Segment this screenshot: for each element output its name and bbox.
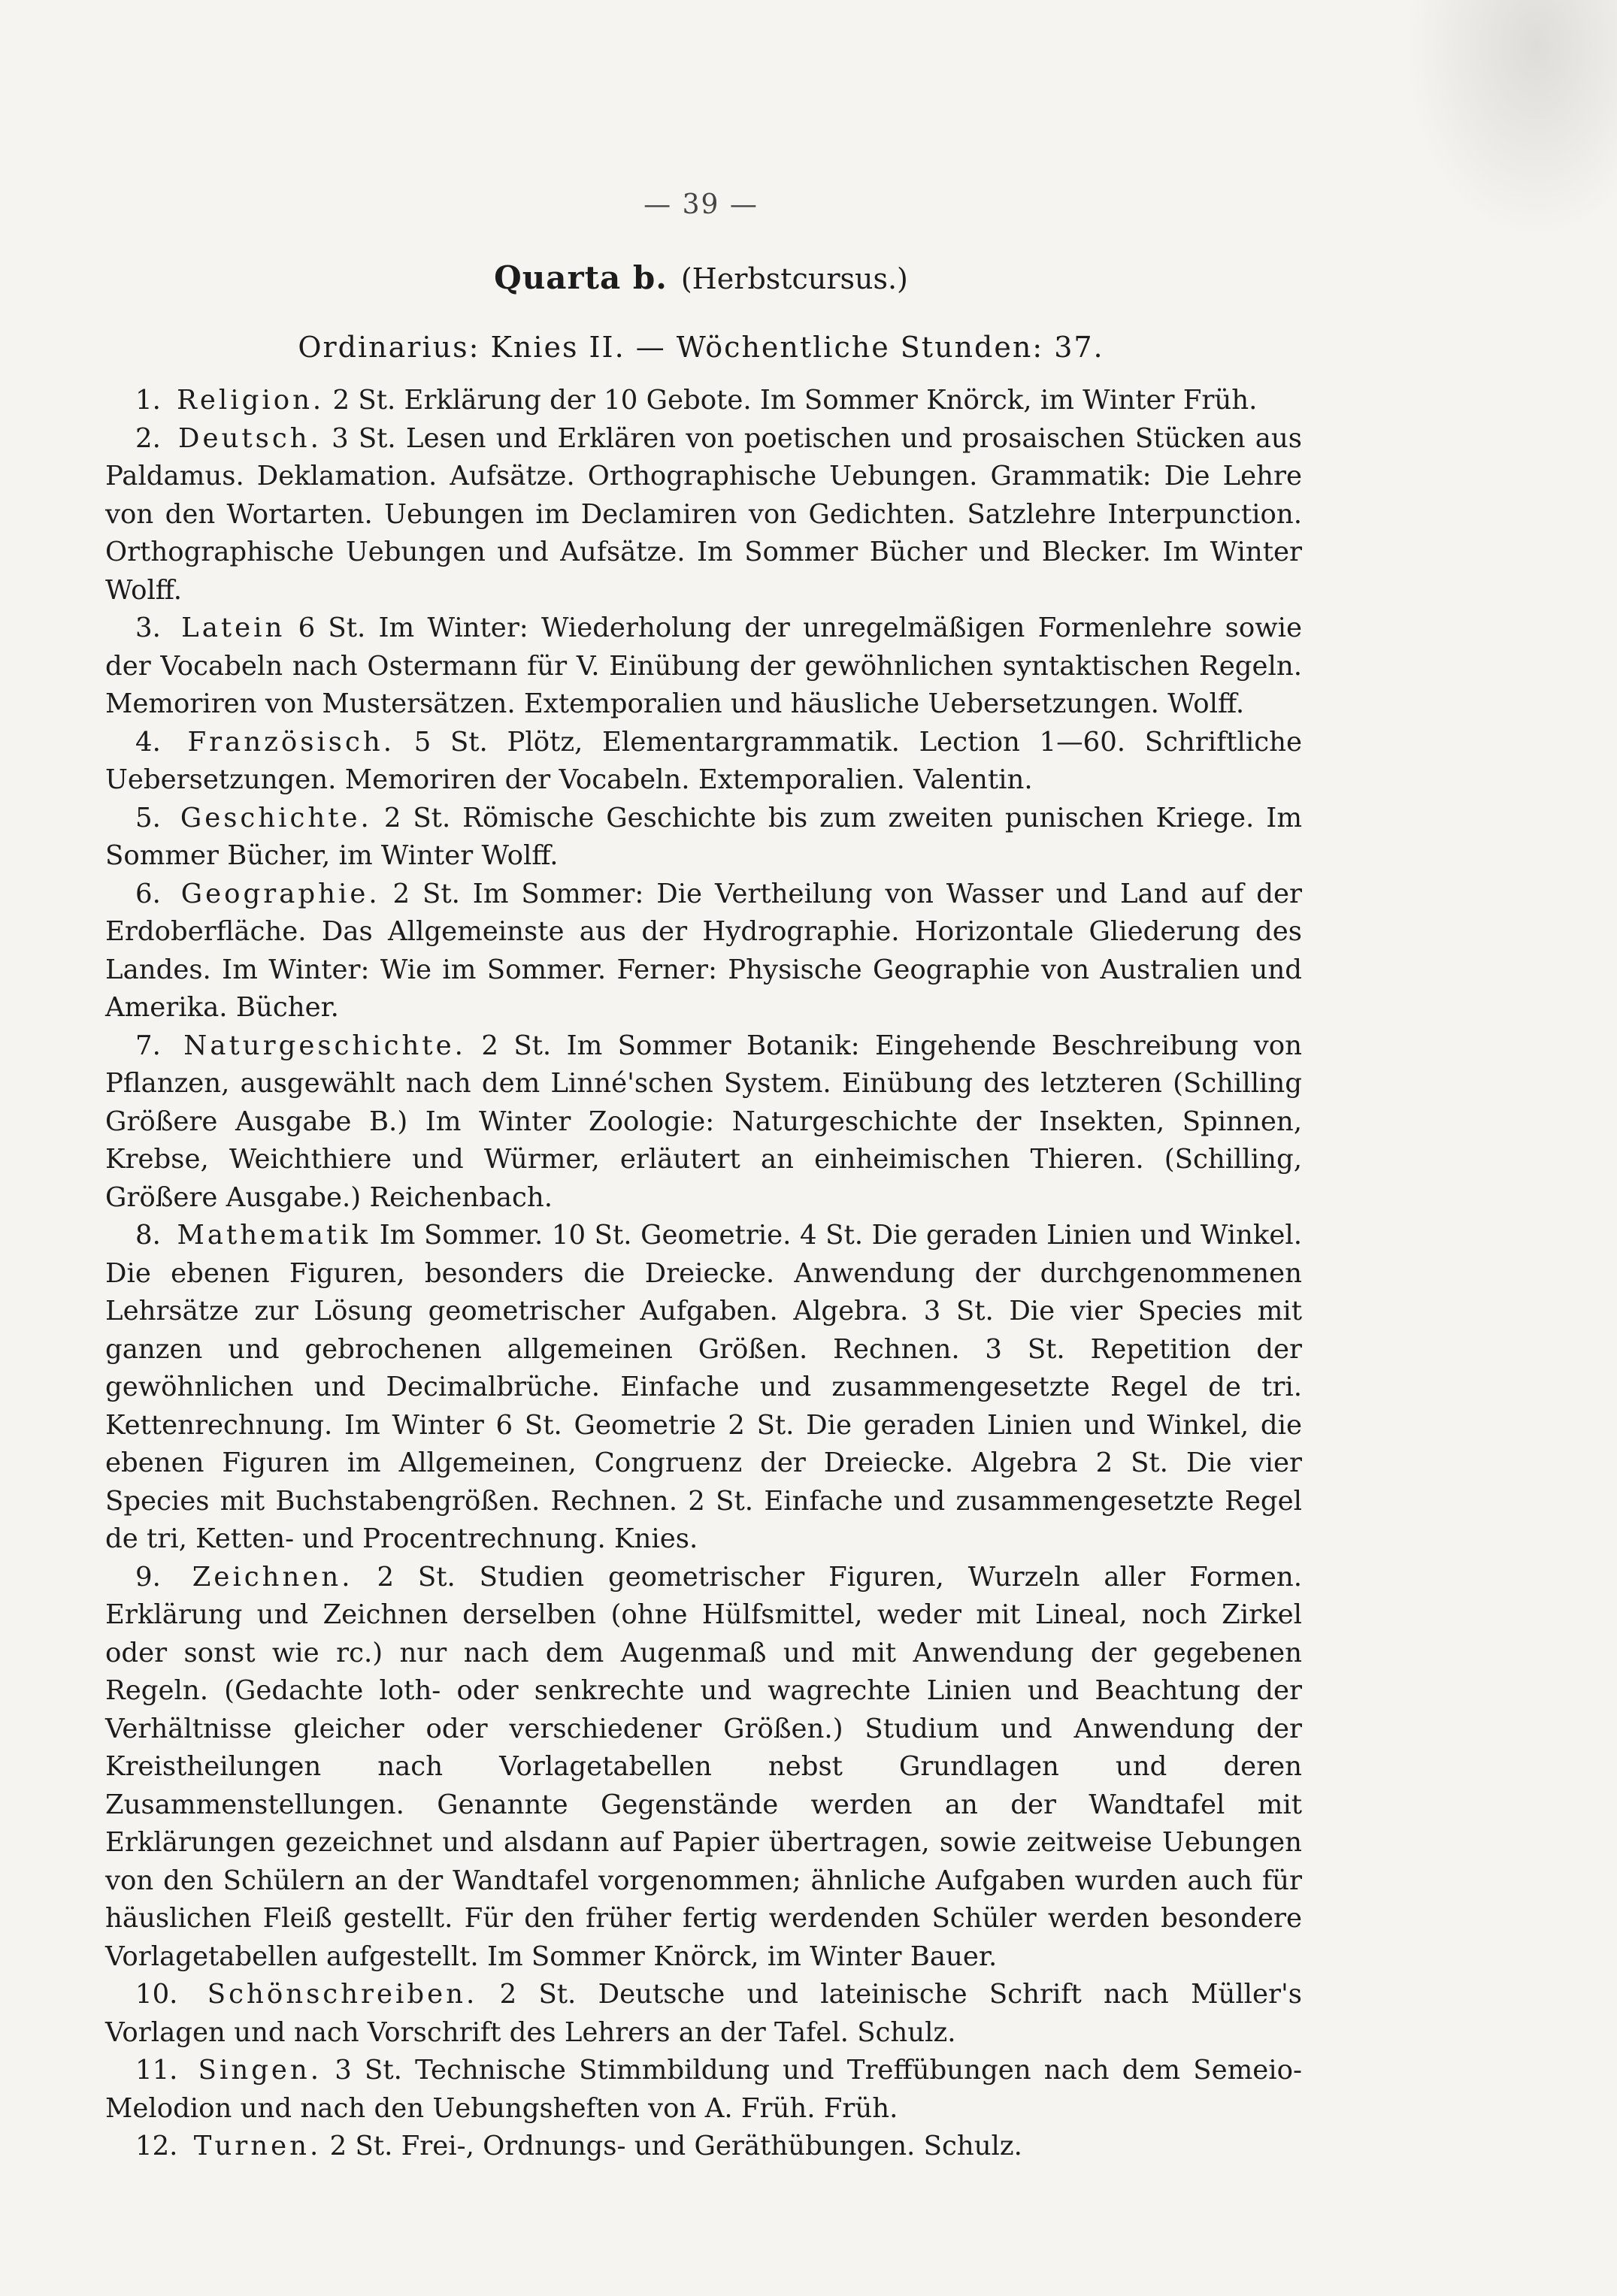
section-mathematik [105, 1217, 1302, 1559]
section-number: 10. [135, 1979, 178, 2010]
section-number: 5. [135, 802, 161, 833]
section-zeichnen [105, 1559, 1302, 1977]
section-subject: Geschichte. [180, 802, 372, 833]
section-text: 2 St. Römische Geschichte bis zum zweiten punischen Kriege. Im Sommer Bücher, im Winter Wolff. [105, 802, 1302, 871]
section-text: 2 St. Im Sommer Botanik: Eingehende Beschreibung von Pflanzen, ausgewählt nach dem Linné'schen System. Einübung des letzteren (Schilling Größere Ausgabe B.) Im Winter Zoologie: Naturgeschichte der Insekten, Spinnen, Krebse, Weichthiere und Würmer, erläutert an einheimischen Thieren. (Schilling, Größere Ausgabe.) Reichenbach. [105, 1030, 1302, 1213]
section-text: 2 St. Im Sommer: Die Vertheilung von Wasser und Land auf der Erdoberfläche. Das Allgemeinste aus der Hydrographie. Horizontale Gliederung des Landes. Im Winter: Wie im Sommer. Ferner: Physische Geographie von Australien und Amerika. Bücher. [105, 878, 1302, 1023]
section-text: Im Sommer. 10 St. Geometrie. 4 St. Die geraden Linien und Winkel. Die ebenen Figuren, besonders die Dreiecke. Anwendung der durchgenommenen Lehrsätze zur Lösung geometrischer Aufgaben. Algebra. 3 St. Die vier Species mit ganzen und gebrochenen allgemeinen Größen. Rechnen. 3 St. Repetition der gewöhnlichen und Decimalbrüche. Einfache und zusammengesetzte Regel de tri. Kettenrechnung. Im Winter 6 St. Geometrie 2 St. Die geraden Linien und Winkel, die ebenen Figuren im Allgemeinen, Congruenz der Dreiecke. Algebra 2 St. Die vier Species mit Buchstabengrößen. Rechnen. 2 St. Einfache und zusammengesetzte Regel de tri, Ketten- und Procentrechnung. Knies. [105, 1220, 1302, 1554]
section-subject: Singen. [198, 2055, 322, 2086]
heading-subtitle: (Herbstcursus.) [680, 262, 908, 295]
section-subject: Religion. [177, 385, 325, 416]
section-number: 4. [135, 726, 161, 758]
section-subject: Geographie. [180, 878, 380, 909]
section-text: 2 St. Frei-, Ordnungs- und Geräthübungen. Schulz. [329, 2131, 1022, 2161]
section-number: 9. [135, 1561, 161, 1593]
section-geographie [105, 876, 1302, 1027]
ordinarius-line: Ordinarius: Knies II. — Wöchentliche Stunden: 37. [298, 331, 1104, 364]
section-subject: Deutsch. [178, 422, 322, 454]
section-religion [105, 382, 1302, 420]
section-number: 7. [135, 1030, 161, 1061]
section-subject: Naturgeschichte. [183, 1030, 466, 1061]
class-heading [0, 259, 1402, 296]
section-naturgeschichte [105, 1027, 1302, 1218]
curriculum-body [105, 382, 1302, 2166]
section-number: 6. [135, 878, 161, 909]
section-text: 5 St. Plötz, Elementargrammatik. Lection 1—60. Schriftliche Uebersetzungen. Memoriren der Vocabeln. Extemporalien. Valentin. [105, 726, 1302, 795]
section-subject: Schönschreiben. [207, 1979, 478, 2010]
section-text: 3 St. Lesen und Erklären von poetischen und prosaischen Stücken aus Paldamus. Deklamation. Aufsätze. Orthographische Uebungen. Grammatik: Die Lehre von den Wortarten. Uebungen im Declamiren von Gedichten. Satzlehre Interpunction. Orthographische Uebungen und Aufsätze. Im Sommer Bücher und Blecker. Im Winter Wolff. [105, 422, 1302, 606]
section-text: 2 St. Erklärung der 10 Gebote. Im Sommer Knörck, im Winter Früh. [332, 385, 1258, 416]
section-number: 2. [135, 422, 161, 454]
heading-title: Quarta b. [494, 259, 668, 296]
section-subject: Französisch. [187, 726, 395, 758]
section-number: 12. [135, 2131, 178, 2161]
section-latein [105, 610, 1302, 724]
section-text: 6 St. Im Winter: Wiederholung der unregelmäßigen Formenlehre sowie der Vocabeln nach Ostermann für V. Einübung der gewöhnlichen syntaktischen Regeln. Memoriren von Mustersätzen. Extemporalien und häusliche Uebersetzungen. Wolff. [105, 613, 1302, 719]
section-subject: Latein [181, 613, 286, 643]
section-subject: Zeichnen. [192, 1561, 353, 1593]
section-subject: Turnen. [193, 2131, 322, 2161]
section-number: 8. [135, 1220, 161, 1251]
section-deutsch [105, 420, 1302, 610]
section-text: 2 St. Studien geometrischer Figuren, Wurzeln aller Formen. Erklärung und Zeichnen derselben (ohne Hülfsmittel, weder mit Lineal, noch Zirkel oder sonst wie rc.) nur nach dem Augenmaß und mit Anwendung der gegebenen Regeln. (Gedachte loth- oder senkrechte und wagrechte Linien und Beachtung der Verhältnisse gleicher oder verschiedener Größen.) Studium und Anwendung der Kreistheilungen nach Vorlagetabellen nebst Grundlagen und deren Zusammenstellungen. Genannte Gegenstände werden an der Wandtafel mit Erklärungen gezeichnet und alsdann auf Papier übertragen, sowie zeitweise Uebungen von den Schülern an der Wandtafel vorgenommen; ähnliche Aufgaben wurden auch für häuslichen Fleiß gestellt. Für den früher fertig werdenden Schüler werden besondere Vorlagetabellen aufgestellt. Im Sommer Knörck, im Winter Bauer. [105, 1561, 1302, 1972]
section-turnen [105, 2128, 1302, 2166]
section-number: 11. [135, 2055, 178, 2086]
section-geschichte [105, 800, 1302, 876]
section-schoenschreiben [105, 1976, 1302, 2052]
section-text: 3 St. Technische Stimmbildung und Treffübungen nach dem Semeio-Melodion und nach den Uebungsheften von A. Früh. Früh. [105, 2055, 1302, 2124]
section-number: 1. [135, 385, 161, 416]
section-text: 2 St. Deutsche und lateinische Schrift nach Müller's Vorlagen und nach Vorschrift des Lehrers an der Tafel. Schulz. [105, 1979, 1302, 2048]
section-subject: Mathematik [177, 1220, 371, 1251]
section-franzoesisch [105, 724, 1302, 800]
section-number: 3. [135, 613, 161, 643]
page-number: — 39 — [643, 189, 759, 220]
section-singen [105, 2052, 1302, 2128]
